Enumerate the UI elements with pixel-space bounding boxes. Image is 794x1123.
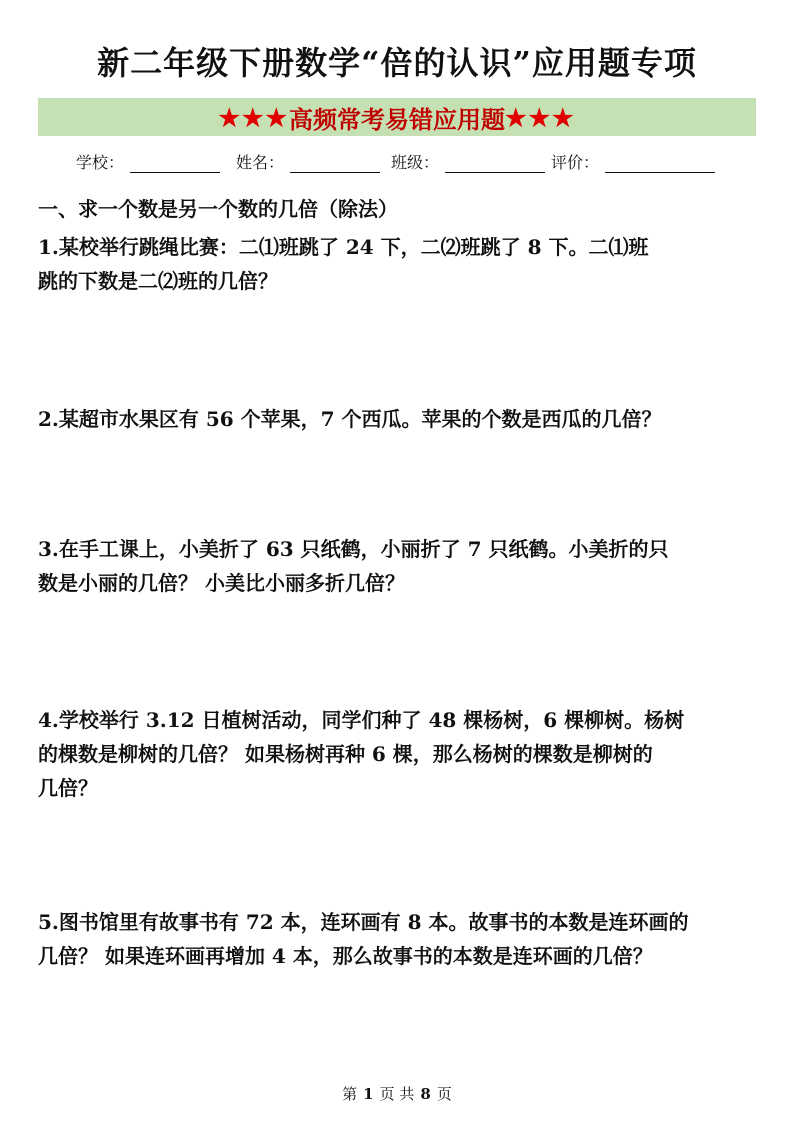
question-line: 2.某超市水果区有 56 个苹果，7 个西瓜。苹果的个数是西瓜的几倍？ (38, 407, 662, 431)
question-2 (38, 402, 762, 436)
school-blank[interactable] (130, 152, 220, 173)
school-label: 学校： (76, 153, 125, 172)
question-line: 几倍？ 如果连环画再增加 4 本，那么故事书的本数是连环画的几倍？ (38, 944, 653, 968)
question-line: 3.在手工课上，小美折了 63 只纸鹤，小丽折了 7 只纸鹤。小美折的只 (38, 537, 669, 561)
rating-field[interactable] (551, 150, 715, 173)
section-heading: 一、求一个数是另一个数的几倍（除法） (38, 197, 398, 221)
question-line: 4.学校举行 3.12 日植树活动，同学们种了 48 棵杨树，6 棵柳树。杨树 (38, 708, 685, 732)
banner-text: 高频常考易错应用题 (289, 104, 505, 134)
question-1 (38, 230, 762, 298)
question-line: 几倍？ (38, 776, 98, 800)
footer-middle: 页 共 (379, 1085, 415, 1103)
class-blank[interactable] (445, 152, 545, 173)
question-line: 数是小丽的几倍？ 小美比小丽多折几倍？ (38, 571, 405, 595)
question-line: 跳的下数是二⑵班的几倍？ (38, 269, 278, 293)
footer-suffix: 页 (436, 1085, 452, 1103)
question-line: 1.某校举行跳绳比赛：二⑴班跳了 24 下，二⑵班跳了 8 下。二⑴班 (38, 235, 649, 259)
question-3 (38, 532, 762, 600)
question-line: 的棵数是柳树的几倍？ 如果杨树再种 6 棵，那么杨树的棵数是柳树的 (38, 742, 653, 766)
page-title: 新二年级下册数学“倍的认识”应用题专项 (97, 44, 697, 82)
question-5 (38, 905, 762, 973)
rating-blank[interactable] (605, 152, 715, 173)
section-banner (38, 98, 756, 136)
star-icon-group-left: ★★★ (218, 102, 289, 132)
rating-label: 评价： (551, 153, 600, 172)
name-blank[interactable] (290, 152, 380, 173)
total-page-count: 8 (420, 1085, 431, 1103)
question-4 (38, 703, 762, 805)
school-field[interactable] (76, 150, 220, 173)
current-page-number: 1 (363, 1085, 374, 1103)
footer-prefix: 第 (342, 1085, 358, 1103)
page-footer (0, 1083, 794, 1104)
name-label: 姓名： (236, 153, 285, 172)
star-icon-group-right: ★★★ (505, 102, 576, 132)
question-line: 5.图书馆里有故事书有 72 本，连环画有 8 本。故事书的本数是连环画的 (38, 910, 689, 934)
name-field[interactable] (236, 150, 380, 173)
class-field[interactable] (391, 150, 545, 173)
class-label: 班级： (391, 153, 440, 172)
